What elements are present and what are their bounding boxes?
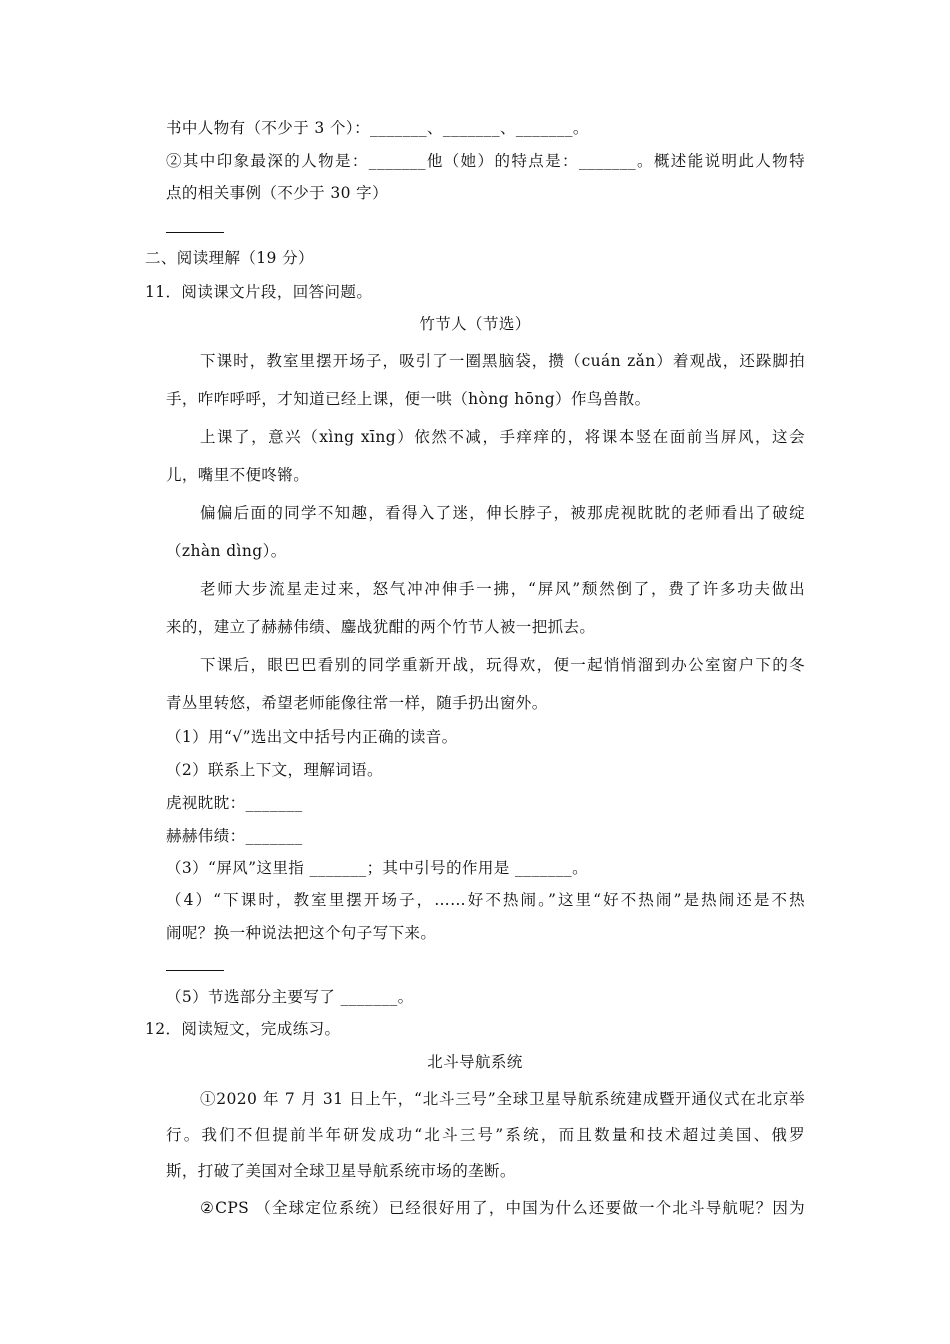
word-item: 赫赫伟绩：_______	[166, 827, 303, 845]
sub-question-2: （2）联系上下文，理解词语。	[166, 761, 383, 779]
sub-question-4: （4）“下课时，教室里摆开场子，……好不热闹。”这里“好不热闹”是热闹还是不热	[166, 891, 805, 909]
line-impression: ②其中印象最深的人物是：_______他（她）的特点是：_______。概述能说明此人物特	[166, 152, 805, 170]
word-item: 虎视眈眈：_______	[166, 794, 303, 812]
paragraph-line: 儿，嘴里不便咚锵。	[166, 466, 310, 484]
paragraph-line: 行。我们不但提前半年研发成功“北斗三号”系统，而且数量和技术超过美国、俄罗	[166, 1126, 805, 1144]
question-11: 11．阅读课文片段，回答问题。	[145, 283, 373, 301]
paragraph-line: 青丛里转悠，希望老师能像往常一样，随手扔出窗外。	[166, 694, 548, 712]
paragraph-line: 老师大步流星走过来，怒气冲冲伸手一拂，“屏风”颓然倒了，费了许多功夫做出	[200, 580, 805, 598]
paragraph-line: ②CPS （全球定位系统）已经很好用了，中国为什么还要做一个北斗导航呢？因为	[200, 1199, 805, 1217]
paragraph-line: 偏偏后面的同学不知趣，看得入了迷，伸长脖子，被那虎视眈眈的老师看出了破绽	[200, 504, 805, 522]
passage-title: 北斗导航系统	[427, 1053, 523, 1071]
passage-title: 竹节人（节选）	[419, 315, 531, 333]
paragraph-line: （zhàn dìng）。	[166, 542, 287, 560]
paragraph-line: 来的，建立了赫赫伟绩、鏖战犹酣的两个竹节人被一把抓去。	[166, 618, 596, 636]
sub-question-1: （1）用“√”选出文中括号内正确的读音。	[166, 728, 458, 746]
paragraph-line: 手，咋咋呼呼，才知道已经上课，便一哄（hòng hōng）作鸟兽散。	[166, 390, 651, 408]
sub-question-5: （5）节选部分主要写了 _______。	[166, 988, 414, 1006]
line-example: 点的相关事例（不少于 30 字）	[166, 184, 388, 202]
answer-blank	[166, 232, 224, 233]
paragraph-line: 斯，打破了美国对全球卫星导航系统市场的垄断。	[166, 1162, 516, 1180]
paragraph-line: 下课时，教室里摆开场子，吸引了一圈黑脑袋，攒（cuán zǎn）着观战，还跺脚拍	[200, 352, 805, 370]
answer-blank	[166, 970, 224, 971]
sub-question-3: （3）“屏风”这里指 _______；其中引号的作用是 _______。	[166, 859, 588, 877]
paragraph-line: 下课后，眼巴巴看别的同学重新开战，玩得欢，便一起悄悄溜到办公室窗户下的冬	[200, 656, 805, 674]
paragraph-line: 上课了，意兴（xìng xīng）依然不减，手痒痒的，将课本竖在面前当屏风，这会	[200, 428, 805, 446]
question-12: 12．阅读短文，完成练习。	[145, 1020, 341, 1038]
paragraph-line: ①2020 年 7 月 31 日上午，“北斗三号”全球卫星导航系统建成暨开通仪式在北京举	[200, 1090, 805, 1108]
sub-question-4-cont: 闹呢？换一种说法把这个句子写下来。	[166, 924, 437, 942]
section-heading: 二、阅读理解（19 分）	[145, 249, 314, 267]
line-characters: 书中人物有（不少于 3 个）：_______、_______、_______。	[166, 119, 589, 137]
